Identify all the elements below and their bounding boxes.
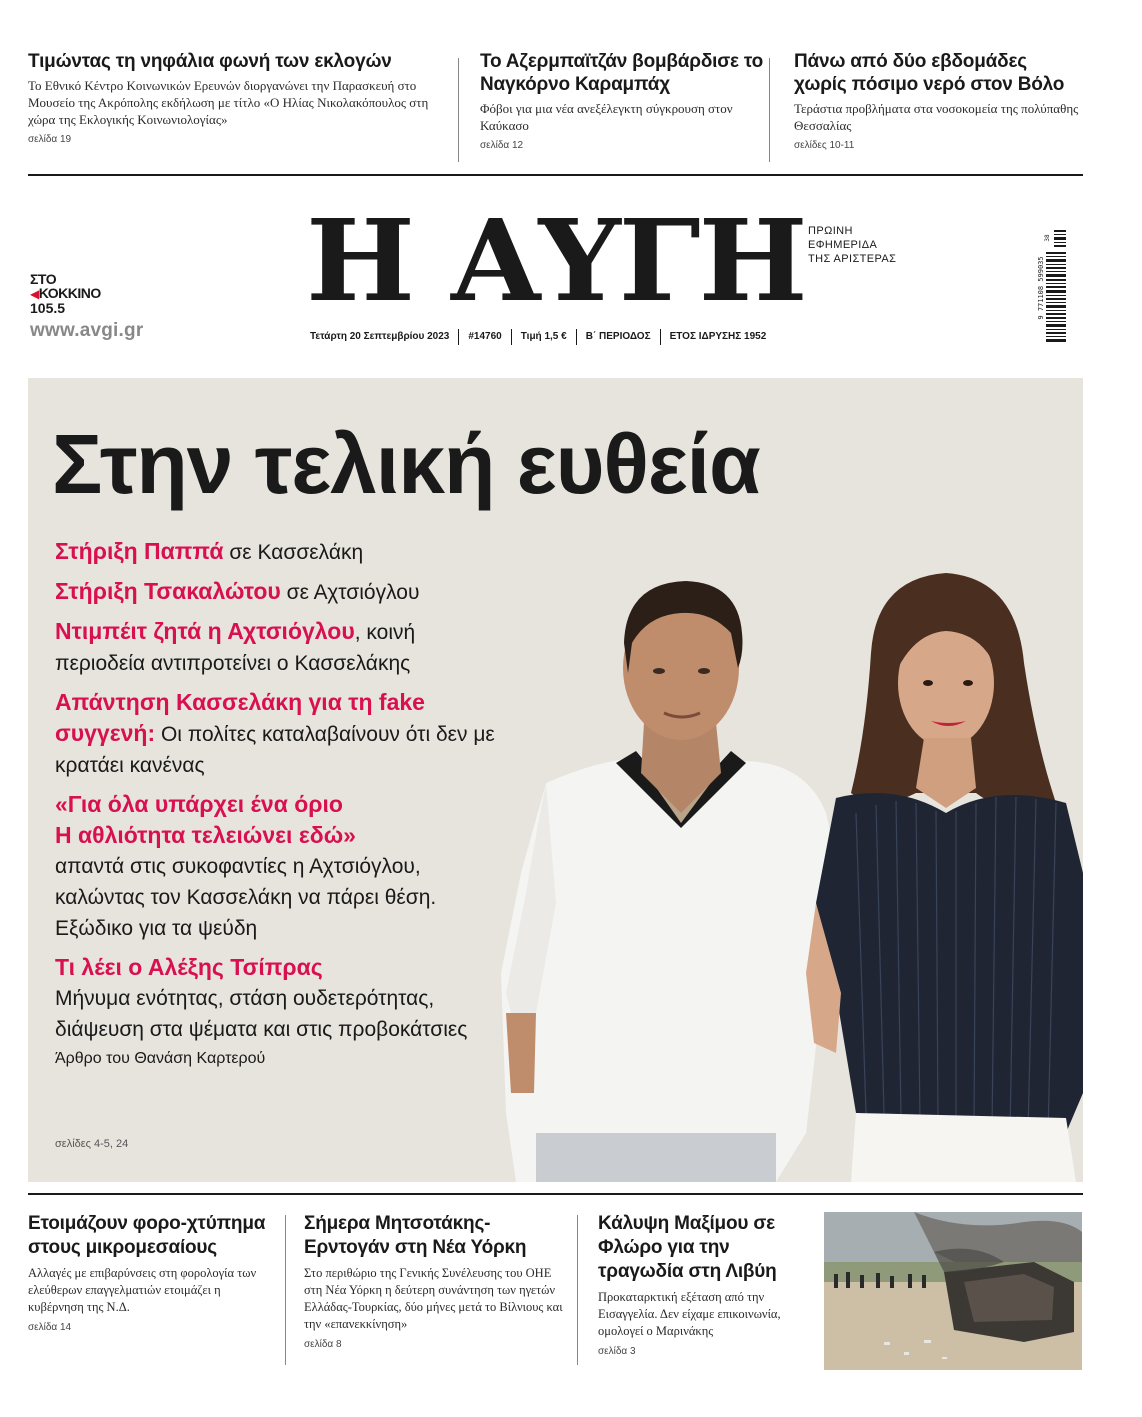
website-link[interactable]: www.avgi.gr xyxy=(30,320,144,341)
barcode-number: 9 771108 599035 xyxy=(1037,256,1045,320)
hero-bullet xyxy=(55,789,495,944)
top-teaser-azerbaijan[interactable] xyxy=(480,50,770,151)
teaser-title: Τιμώντας τη νηφάλια φωνή των εκλογών xyxy=(28,51,392,72)
barcode-addon: 38 xyxy=(1044,234,1051,242)
bullet-highlight: Η αθλιότητα τελειώνει εδώ» xyxy=(55,822,356,848)
tagline-line: ΕΦΗΜΕΡΙΔΑ xyxy=(808,239,878,251)
issue-price: Τιμή 1,5 € xyxy=(511,329,576,345)
column-divider xyxy=(769,58,770,162)
newspaper-title: Η ΑΥΓΗ xyxy=(306,196,806,327)
issue-period: Β΄ ΠΕΡΙΟΔΟΣ xyxy=(576,329,660,345)
radio-logo-line3: 105.5 xyxy=(30,300,66,316)
teaser-page: σελίδα 8 xyxy=(304,1339,342,1350)
teaser-page: σελίδα 19 xyxy=(28,134,72,145)
teaser-title: Κάλυψη Μαξίμου σε Φλώρο για την τραγωδία στη Λιβύη xyxy=(598,1213,777,1282)
column-divider xyxy=(285,1215,286,1365)
masthead-info-bar xyxy=(310,329,796,345)
barcode-icon xyxy=(1037,228,1068,348)
bullet-text: απαντά στις συκοφαντίες η Αχτσιόγλου, καλώντας τον Κασσελάκη να πάρει θέση. Εξώδικο για τα ψεύδη xyxy=(55,855,437,940)
top-teaser-volos-water[interactable] xyxy=(794,50,1084,151)
teaser-text: Προκαταρκτική εξέταση από την Εισαγγελία. Δεν είχαμε επικοινωνία, ομολογεί ο Μαρινάκης xyxy=(598,1290,781,1338)
teaser-text: Αλλαγές με επιβαρύνσεις στη φορολογία των ελεύθερων επαγγελματιών ετοιμάζει η κυβέρνηση της Ν.Δ. xyxy=(28,1266,257,1314)
teaser-page: σελίδα 3 xyxy=(598,1346,636,1357)
hero-bullet xyxy=(55,616,495,679)
arrow-left-icon: ◀ xyxy=(30,287,39,301)
teaser-page: σελίδα 14 xyxy=(28,1322,72,1333)
radio-logo-line1: ΣΤΟ xyxy=(30,271,57,287)
masthead-tagline xyxy=(808,224,896,266)
teaser-title: Σήμερα Μητσοτάκης-Ερντογάν στη Νέα Υόρκη xyxy=(304,1213,527,1258)
bullet-text: σε Κασσελάκη xyxy=(223,541,364,564)
top-teasers xyxy=(28,50,1083,176)
hero-photo-candidates xyxy=(476,573,1083,1182)
top-teaser-elections[interactable] xyxy=(28,50,438,145)
tagline-line: ΠΡΩΙΝΗ xyxy=(808,225,853,237)
issue-date: Τετάρτη 20 Σεπτεμβρίου 2023 xyxy=(310,331,450,342)
teaser-title: Ετοιμάζουν φορο-χτύπημα στους μικρομεσαίους xyxy=(28,1213,266,1258)
hero-bullet xyxy=(55,952,495,1072)
hero-headline: Στην τελική ευθεία xyxy=(52,417,760,511)
teaser-text: Τεράστια προβλήματα στα νοσοκομεία της πολύπαθης Θεσσαλίας xyxy=(794,101,1079,133)
hero-bullet xyxy=(55,536,495,568)
bullet-highlight: Στήριξη Παππά xyxy=(55,538,224,564)
hero-section xyxy=(28,378,1083,1182)
hero-bullet xyxy=(55,687,495,781)
teaser-title: Πάνω από δύο εβδομάδες χωρίς πόσιμο νερό στον Βόλο xyxy=(794,51,1065,95)
radio-logo-line2: ΚΟΚΚΙΝΟ xyxy=(38,285,101,301)
bullet-text: Οι πολίτες καταλαβαίνουν ότι δεν με κρατάει κανένας xyxy=(55,723,495,777)
teaser-text: Φόβοι για μια νέα ανεξέλεγκτη σύγκρουση στον Καύκασο xyxy=(480,101,733,133)
teaser-text: Στο περιθώριο της Γενικής Συνέλευσης του ΟΗΕ στη Νέα Υόρκη η δεύτερη συνάντηση των ηγετών Ελλάδας-Τουρκίας, δύο μήνες μετά το Βίλνιους και την «επανεκκίνηση» xyxy=(304,1266,563,1331)
bullet-highlight: Απάντηση Κασσελάκη για τη fake συγγενή: xyxy=(55,689,425,746)
radio-logo-sto-kokkino[interactable] xyxy=(30,272,130,315)
hero-pages: σελίδες 4-5, 24 xyxy=(55,1138,129,1150)
teaser-page: σελίδες 10-11 xyxy=(794,140,855,151)
bottom-teasers xyxy=(28,1193,1083,1393)
libya-crash-photo xyxy=(824,1212,1082,1370)
bullet-text: σε Αχτσιόγλου xyxy=(280,581,420,604)
bullet-text: Μήνυμα ενότητας, στάση ουδετερότητας, διάψευση στα ψέματα και στις προβοκάτσιες xyxy=(55,987,468,1041)
hero-bullet xyxy=(55,576,495,608)
teaser-title: Το Αζερμπαϊτζάν βομβάρδισε το Ναγκόρνο Καραμπάχ xyxy=(480,51,764,95)
bullet-highlight: Ντιμπέιτ ζητά η Αχτσιόγλου xyxy=(55,618,355,644)
teaser-page: σελίδα 12 xyxy=(480,140,524,151)
bullet-highlight: «Για όλα υπάρχει ένα όριο xyxy=(55,791,343,817)
bullet-highlight: Τι λέει ο Αλέξης Τσίπρας xyxy=(55,954,323,980)
bottom-teaser-libya[interactable] xyxy=(598,1212,813,1357)
bottom-teaser-mitsotakis-erdogan[interactable] xyxy=(304,1212,564,1350)
hero-bullets xyxy=(55,536,495,1080)
tagline-line: ΤΗΣ ΑΡΙΣΤΕΡΑΣ xyxy=(808,253,897,265)
founded-year: ΕΤΟΣ ΙΔΡΥΣΗΣ 1952 xyxy=(660,329,776,345)
teaser-text: Το Εθνικό Κέντρο Κοινωνικών Ερευνών διοργανώνει την Παρασκευή στο Μουσείο της Ακρόπολης εκδήλωση με τίτλο «Ο Ηλίας Νικολακόπουλος στη χώρα της Εκλογικής Κοινωνιολογίας» xyxy=(28,78,429,127)
issue-number: #14760 xyxy=(458,329,510,345)
bullet-highlight: Στήριξη Τσακαλώτου xyxy=(55,578,281,604)
column-divider xyxy=(458,58,459,162)
bottom-teaser-tax[interactable] xyxy=(28,1212,268,1333)
bullet-text: , κοινή περιοδεία αντιπροτείνει ο Κασσελάκης xyxy=(55,621,416,675)
bullet-author: Άρθρο του Θανάση Καρτερού xyxy=(55,1050,266,1067)
column-divider xyxy=(577,1215,578,1365)
